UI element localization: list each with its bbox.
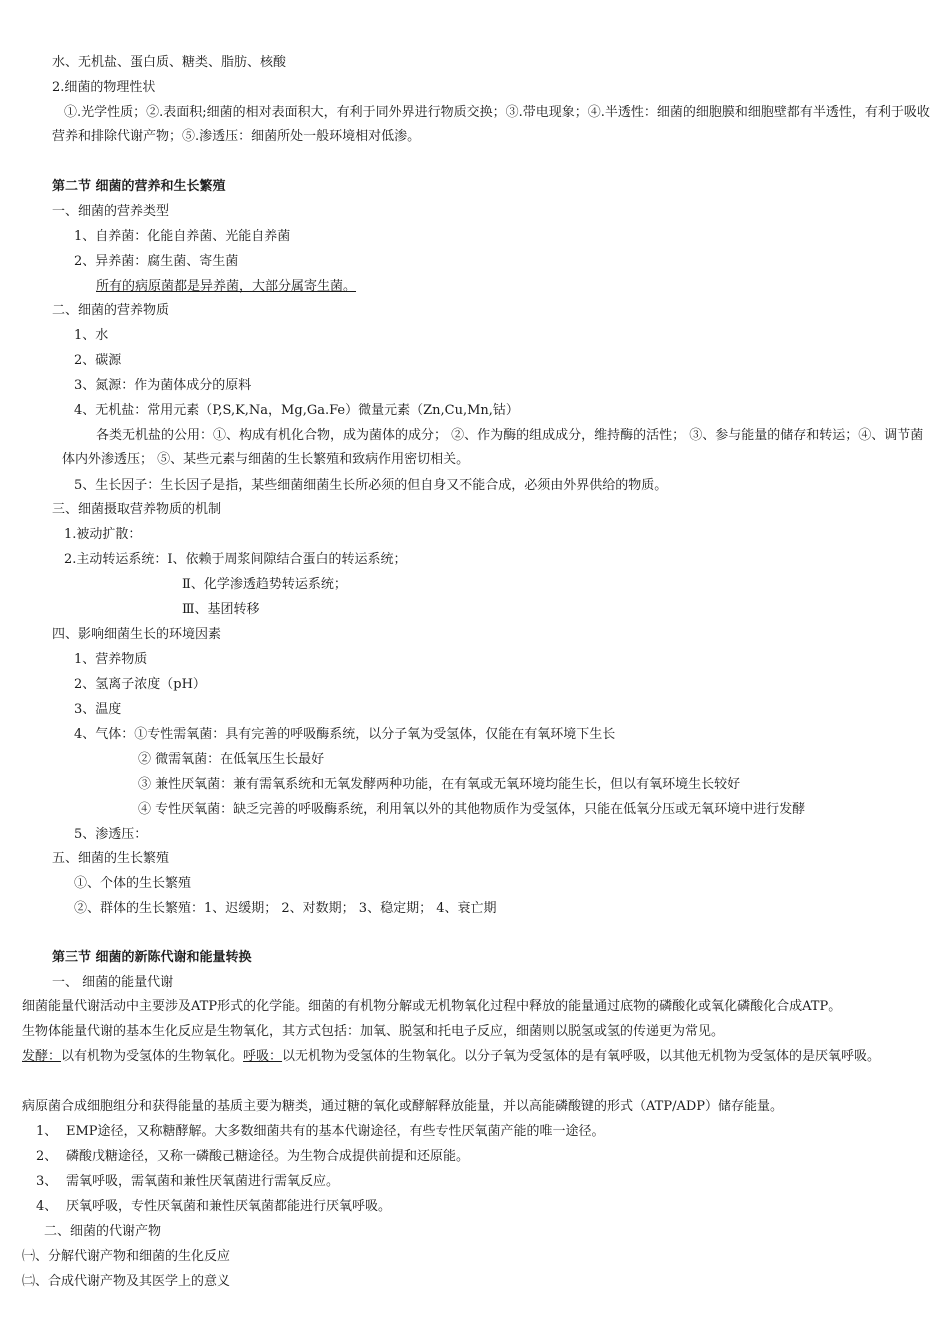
term-respiration: 呼吸： xyxy=(243,1049,283,1064)
heading: 二、细菌的营养物质 xyxy=(52,303,170,318)
list-item: 3、温度 xyxy=(74,702,122,717)
paragraph: 病原菌合成细胞组分和获得能量的基质主要为糖类，通过糖的氧化或酵解释放能量，并以高能磷酸键的形式（ATP/ADP）储存能量。 xyxy=(22,1099,784,1114)
list-item: EMP途径，又称糖酵解。大多数细菌共有的基本代谢途径，有些专性厌氧菌产能的唯一途径。 xyxy=(66,1124,605,1139)
subheading: ㈠、分解代谢产物和细菌的生化反应 xyxy=(22,1249,231,1264)
list-item: 5、渗透压： xyxy=(74,827,148,842)
list-item: ①、个体的生长繁殖 xyxy=(74,876,192,891)
list-item: Ⅲ、基团转移 xyxy=(182,602,260,617)
list-item: 2、异养菌：腐生菌、寄生菌 xyxy=(74,254,239,269)
list-item: 磷酸戊糖途径，又称一磷酸己糖途径。为生物合成提供前提和还原能。 xyxy=(66,1149,470,1164)
list-item: 1、营养物质 xyxy=(74,652,148,667)
section-title: 第三节 细菌的新陈代谢和能量转换 xyxy=(52,950,252,965)
note: 所有的病原菌都是异养菌，大部分属寄生菌。 xyxy=(96,279,357,294)
paragraph: 生物体能量代谢的基本生化反应是生物氧化，其方式包括：加氧、脱氢和托电子反应，细菌则以脱氢或氢的传递更为常见。 xyxy=(22,1024,725,1039)
list-item: Ⅱ、化学渗透趋势转运系统； xyxy=(182,577,347,592)
body-text: 水、无机盐、蛋白质、糖类、脂肪、核酸 xyxy=(52,55,287,70)
list-number: 2、 xyxy=(36,1149,58,1164)
paragraph: ①.光学性质；②.表面积;细菌的相对表面积大，有利于同外界进行物质交换；③.带电现象；④.半透性：细菌的细胞膜和细胞壁都有半透性，有利于吸收营养和排除代谢产物；⑤.渗透压：细菌所处一般环境相对低渗。 xyxy=(52,105,930,144)
list-number: 3、 xyxy=(36,1174,58,1189)
list-item: 1、自养菌：化能自养菌、光能自养菌 xyxy=(74,229,291,244)
list-item: 5、生长因子：生长因子是指，某些细菌细菌生长所必须的但自身又不能合成，必须由外界供给的物质。 xyxy=(74,478,668,493)
heading: 二、细菌的代谢产物 xyxy=(44,1224,162,1239)
paragraph: 细菌能量代谢活动中主要涉及ATP形式的化学能。细菌的有机物分解或无机物氧化过程中释放的能量通过底物的磷酸化或氧化磷酸化合成ATP。 xyxy=(22,999,842,1014)
list-item: ② 微需氧菌：在低氧压生长最好 xyxy=(138,752,325,767)
term-fermentation: 发酵： xyxy=(22,1049,62,1064)
list-item: 需氧呼吸，需氧菌和兼性厌氧菌进行需氧反应。 xyxy=(66,1174,340,1189)
heading: 一、细菌的营养类型 xyxy=(52,204,170,219)
list-item: 3、氮源：作为菌体成分的原料 xyxy=(74,378,252,393)
heading: 三、细菌摄取营养物质的机制 xyxy=(52,502,222,517)
list-item: 2、碳源 xyxy=(74,353,122,368)
subheading: 2.细菌的物理性状 xyxy=(52,80,156,95)
list-number: 4、 xyxy=(36,1199,58,1214)
definition-text: 以无机物为受氢体的生物氧化。以分子氧为受氢体的是有氧呼吸，以其他无机物为受氢体的是厌氧呼吸。 xyxy=(282,1049,881,1064)
definition-text: 以有机物为受氢体的生物氧化。 xyxy=(61,1049,244,1064)
list-number: 1、 xyxy=(36,1124,58,1139)
heading: 五、细菌的生长繁殖 xyxy=(52,851,170,866)
list-item: 1.被动扩散： xyxy=(64,527,142,542)
list-item: ②、群体的生长繁殖：1、迟缓期； 2、对数期； 3、稳定期； 4、衰亡期 xyxy=(74,901,497,916)
heading: 一、 细菌的能量代谢 xyxy=(52,975,174,990)
paragraph xyxy=(22,1045,932,1069)
list-item: 2、氢离子浓度（pH） xyxy=(74,677,206,692)
list-item: 厌氧呼吸，专性厌氧菌和兼性厌氧菌都能进行厌氧呼吸。 xyxy=(66,1199,392,1214)
list-item: 4、无机盐：常用元素（P,S,K,Na，Mg,Ga.Fe）微量元素（Zn,Cu,Mn,钴） xyxy=(74,403,519,418)
list-item: 1、水 xyxy=(74,328,109,343)
list-item: 2.主动转运系统：Ⅰ、依赖于周浆间隙结合蛋白的转运系统； xyxy=(64,552,407,567)
list-item: ④ 专性厌氧菌：缺乏完善的呼吸酶系统，利用氧以外的其他物质作为受氢体，只能在低氧分压或无氧环境中进行发酵 xyxy=(138,802,806,817)
heading: 四、影响细菌生长的环境因素 xyxy=(52,627,222,642)
paragraph: 各类无机盐的公用：①、构成有机化合物，成为菌体的成分； ②、作为酶的组成成分，维持酶的活性； ③、参与能量的储存和转运；④、调节菌体内外渗透压； ⑤、某些元素与细菌的生长繁殖和致病作用密切相关。 xyxy=(62,428,924,467)
subheading: ㈡、合成代谢产物及其医学上的意义 xyxy=(22,1274,231,1289)
list-item: ③ 兼性厌氧菌：兼有需氧系统和无氧发酵两种功能，在有氧或无氧环境均能生长，但以有氧环境生长较好 xyxy=(138,777,741,792)
section-title: 第二节 细菌的营养和生长繁殖 xyxy=(52,179,226,194)
list-item: 4、气体：①专性需氧菌：具有完善的呼吸酶系统，以分子氧为受氢体，仅能在有氧环境下生长 xyxy=(74,727,616,742)
